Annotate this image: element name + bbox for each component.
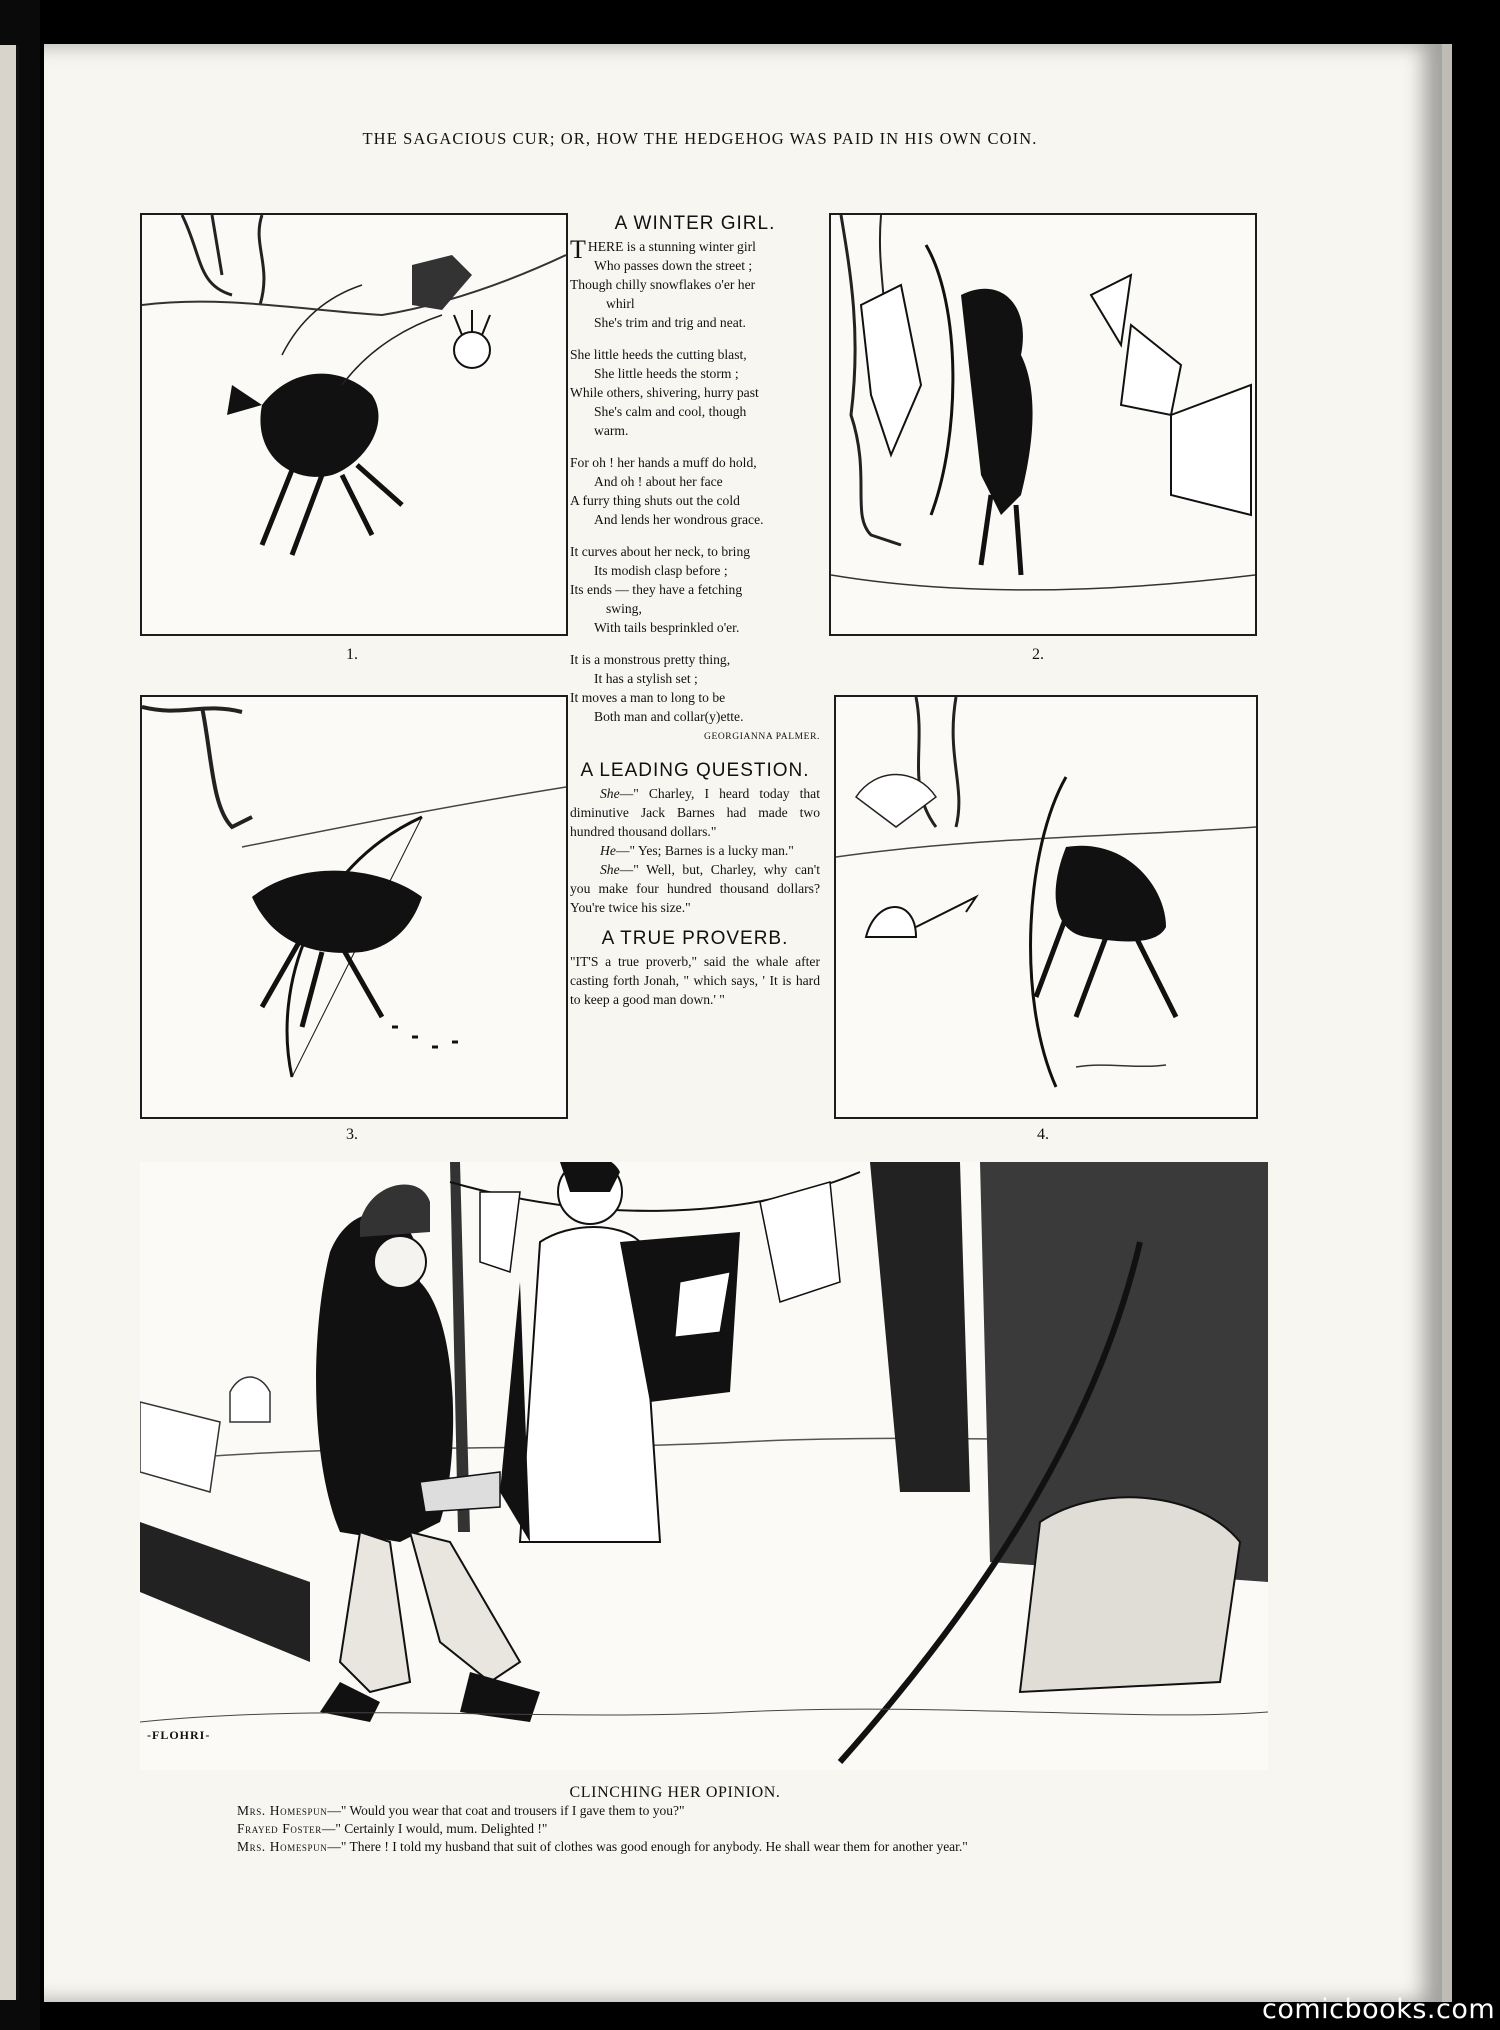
poem-line: HERE is a stunning winter girl xyxy=(587,239,756,254)
poem-line: A furry thing shuts out the cold xyxy=(570,493,740,508)
facing-page-edge xyxy=(0,45,19,2000)
speaker: She xyxy=(600,786,620,801)
comic-panel-4 xyxy=(834,695,1258,1119)
speaker: He xyxy=(600,843,616,858)
site-watermark: comicbooks.com xyxy=(1262,1994,1496,2025)
poem-line: Both man and collar(y)ette. xyxy=(594,709,744,724)
poem-line: Its modish clasp before ; xyxy=(594,563,728,578)
panel-2-number: 2. xyxy=(1032,646,1044,663)
panel-4-number: 4. xyxy=(1037,1126,1049,1143)
clinching-her-opinion-illustration xyxy=(140,1162,1268,1770)
caption-line xyxy=(237,1820,1237,1838)
poem-line: For oh ! her hands a muff do hold, xyxy=(570,455,757,470)
poem-line: It curves about her neck, to bring xyxy=(570,544,751,559)
comic-panel-3 xyxy=(140,695,568,1119)
cartoon-drawing xyxy=(140,1162,1268,1770)
drop-cap: T xyxy=(570,235,586,264)
poem-line: It moves a man to long to be xyxy=(570,690,726,705)
poem-line: And oh ! about her face xyxy=(594,474,723,489)
page-header: THE SAGACIOUS CUR; OR, HOW THE HEDGEHOG WAS PAID IN HIS OWN COIN. xyxy=(362,129,1038,148)
poem-line: It has a stylish set ; xyxy=(594,671,698,686)
speaker: She xyxy=(600,862,620,877)
poem-line: With tails besprinkled o'er. xyxy=(594,620,740,635)
poem-line: swing, xyxy=(606,601,642,616)
poem-line: Though chilly snowflakes o'er her xyxy=(570,277,756,292)
poem-stanza-1 xyxy=(570,237,820,332)
panel-1-drawing xyxy=(142,215,566,634)
poem-line: whirl xyxy=(606,296,635,311)
winter-girl-title: A WINTER GIRL. xyxy=(614,213,776,234)
poem-line: Who passes down the street ; xyxy=(594,258,753,273)
cartoon-caption xyxy=(237,1802,1237,1856)
true-proverb-title: A TRUE PROVERB. xyxy=(601,928,789,949)
poem-stanza-2 xyxy=(570,345,820,440)
poem-stanza-4 xyxy=(570,542,820,637)
artist-signature: -FLOHRI- xyxy=(147,1728,211,1742)
poem-line: And lends her wondrous grace. xyxy=(594,512,764,527)
dialogue: —" Yes; Barnes is a lucky man." xyxy=(615,843,794,858)
panel-1-number: 1. xyxy=(346,646,358,663)
caption-line xyxy=(237,1838,1237,1856)
panel-4-drawing xyxy=(836,697,1256,1117)
caption-text: —" Would you wear that coat and trousers if I gave them to you?" xyxy=(327,1803,685,1818)
caption-line xyxy=(237,1802,1237,1820)
poem-line: She's trim and trig and neat. xyxy=(594,315,746,330)
poem-line: It is a monstrous pretty thing, xyxy=(570,652,731,667)
caption-speaker: Frayed Foster xyxy=(237,1821,322,1836)
caption-speaker: Mrs. Homespun xyxy=(237,1803,328,1818)
poem-line: She's calm and cool, though xyxy=(594,404,747,419)
cartoon-title: CLINCHING HER OPINION. xyxy=(569,1784,781,1801)
proverb-body: "IT'S a true proverb," said the whale after casting forth Jonah, " which says, ' It is hard to keep a good man down.' " xyxy=(570,954,820,1007)
center-text-column xyxy=(570,214,820,1009)
poem-author: GEORGIANNA PALMER. xyxy=(703,732,820,742)
page-edge xyxy=(1442,44,1452,2002)
caption-speaker: Mrs. Homespun xyxy=(237,1839,328,1854)
poem-stanza-5 xyxy=(570,650,820,726)
poem-line: She little heeds the cutting blast, xyxy=(570,347,747,362)
dialogue: —" Well, but, Charley, why can't you make four hundred thousand dollars? You're twice his size." xyxy=(570,862,820,915)
panel-2-drawing xyxy=(831,215,1255,634)
leading-question-text xyxy=(570,784,820,917)
true-proverb-text xyxy=(570,952,820,1009)
comic-panel-1 xyxy=(140,213,568,636)
poem-line: She little heeds the storm ; xyxy=(594,366,739,381)
poem-line: While others, shivering, hurry past xyxy=(570,385,759,400)
dialogue: —" Charley, I heard today that diminutive Jack Barnes had made two hundred thousand dollars." xyxy=(570,786,820,839)
poem-line: Its ends — they have a fetching xyxy=(570,582,743,597)
poem-line: warm. xyxy=(594,423,629,438)
caption-text: —" Certainly I would, mum. Delighted !" xyxy=(321,1821,548,1836)
panel-3-drawing xyxy=(142,697,566,1117)
poem-stanza-3 xyxy=(570,453,820,529)
caption-text: —" There ! I told my husband that suit of clothes was good enough for anybody. He shall wear them for another year." xyxy=(327,1839,968,1854)
leading-question-title: A LEADING QUESTION. xyxy=(580,760,810,781)
panel-3-number: 3. xyxy=(346,1126,358,1143)
comic-panel-2 xyxy=(829,213,1257,636)
